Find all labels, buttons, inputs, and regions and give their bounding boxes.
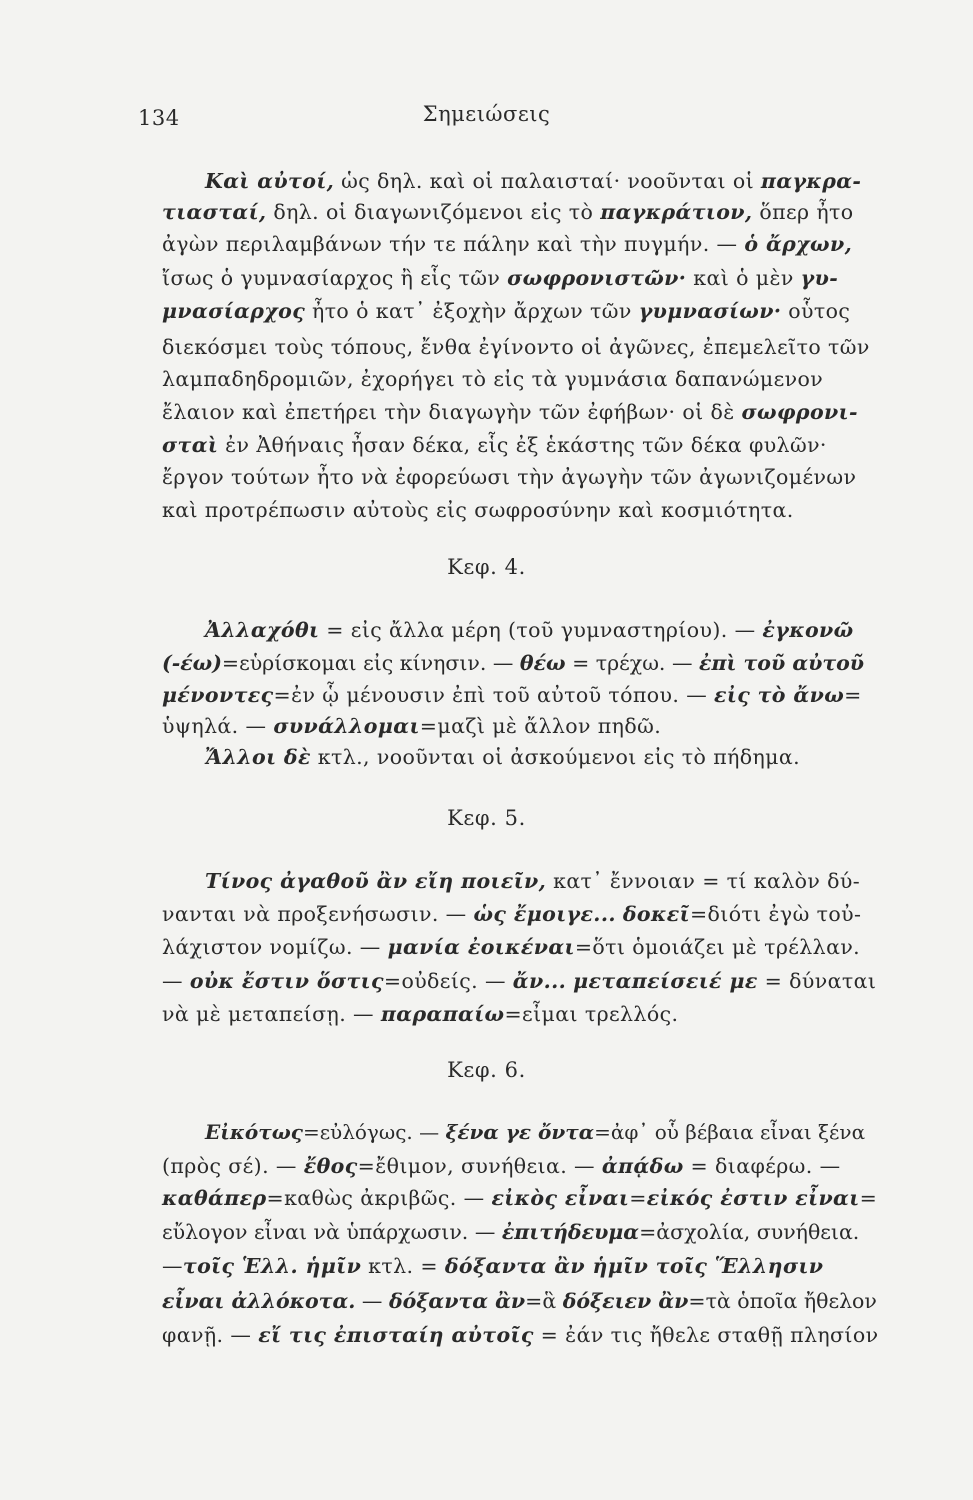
gloss-text: οὗτος xyxy=(781,299,851,323)
gloss-text: =διότι ἐγὼ τοὐ- xyxy=(689,902,862,926)
gloss-text: — xyxy=(355,1289,389,1313)
emphasized-term: γυ- xyxy=(800,266,839,290)
emphasized-term: θέω xyxy=(519,651,566,675)
emphasized-term: καθάπερ xyxy=(162,1186,267,1210)
text-line xyxy=(162,268,880,289)
gloss-text: =ἔθιμον, συνήθεια. — xyxy=(357,1154,602,1178)
gloss-text: λαμπαδηδρομιῶν, ἐχορήγει τὸ εἰς τὰ γυμνάσια δαπανώμενον xyxy=(162,367,824,391)
text-line xyxy=(162,435,880,456)
gloss-text: ἐν Ἀθήναις ἦσαν δέκα, εἷς ἐξ ἑκάστης τῶν δέκα φυλῶν· xyxy=(218,433,827,457)
text-line xyxy=(205,871,880,892)
gloss-text: (πρὸς σέ). — xyxy=(162,1154,304,1178)
emphasized-term: δοκεῖ xyxy=(622,902,690,926)
text-line xyxy=(162,467,880,488)
gloss-text: ἀγὼν περιλαμβάνων τήν τε πάλην καὶ τὴν πυγμήν. — xyxy=(162,232,745,256)
gloss-text: = δύναται xyxy=(757,969,877,993)
emphasized-term: ἀπᾴδω xyxy=(601,1154,684,1178)
emphasized-term: δόξειεν ἂν xyxy=(562,1289,689,1313)
emphasized-term: Καὶ αὐτοί, xyxy=(205,169,335,193)
gloss-text: =ἐν ᾧ μένουσιν ἐπὶ τοῦ αὐτοῦ τόπου. — xyxy=(273,683,715,707)
text-line xyxy=(162,402,880,423)
emphasized-term: ὡς ἔμοιγε... xyxy=(473,902,616,926)
gloss-text: ἴσως ὁ γυμνασίαρχος ἢ εἷς τῶν xyxy=(162,266,508,290)
emphasized-term: μεταπείσειέ με xyxy=(573,969,758,993)
text-line xyxy=(162,685,880,706)
emphasized-term: δόξαντα ἂν ἡμῖν τοῖς Ἕλλησιν xyxy=(444,1254,824,1278)
text-line xyxy=(205,747,880,768)
emphasized-term: συνάλλομαι xyxy=(273,714,420,738)
gloss-text: = τρέχω. — xyxy=(565,651,699,675)
gloss-text: =ἀσχολία, συνήθεια. xyxy=(639,1220,860,1244)
emphasized-term: ἄν... xyxy=(512,969,567,993)
gloss-text: κτλ. = xyxy=(361,1254,445,1278)
emphasized-term: Ἄλλοι δὲ xyxy=(205,745,311,769)
chapter-6-heading: Κεφ. 6. xyxy=(447,1058,526,1082)
running-title: Σημειώσεις xyxy=(422,102,551,126)
gloss-text: =μαζὶ μὲ ἄλλον πηδῶ. xyxy=(419,714,662,738)
emphasized-term: γυμνασίων· xyxy=(638,299,782,323)
emphasized-term: εἰκὸς εἶναι xyxy=(491,1186,630,1210)
gloss-text: νανται νὰ προξενήσωσιν. — xyxy=(162,902,474,926)
page-number: 134 xyxy=(138,106,180,130)
text-line xyxy=(162,653,880,674)
gloss-text: ἦτο ὁ κατ᾽ ἐξοχὴν ἄρχων τῶν xyxy=(305,299,639,323)
gloss-text: ἔλαιον καὶ ἐπετήρει τὴν διαγωγὴν τῶν ἐφήβων· οἱ δὲ xyxy=(162,400,742,424)
gloss-text: = xyxy=(844,683,862,707)
gloss-text: φανῇ. — xyxy=(162,1323,259,1347)
gloss-text: καὶ προτρέπωσιν αὐτοὺς εἰς σωφροσύνην καὶ κοσμιότητα. xyxy=(162,498,794,522)
text-line xyxy=(162,500,880,521)
text-line xyxy=(162,1188,880,1209)
emphasized-term: Ἀλλαχόθι xyxy=(205,618,320,642)
emphasized-term: (-έω) xyxy=(162,651,222,675)
gloss-text: — xyxy=(162,1254,183,1278)
gloss-text: =τὰ ὁποῖα ἤθελον xyxy=(688,1289,877,1313)
text-line xyxy=(162,301,880,322)
gloss-text: κτλ., νοοῦνται οἱ ἀσκούμενοι εἰς τὸ πήδημα. xyxy=(310,745,801,769)
text-line xyxy=(162,1004,880,1025)
gloss-text: ὡς δηλ. καὶ οἱ παλαισταί· νοοῦνται οἱ xyxy=(334,169,761,193)
emphasized-term: μνασίαρχος xyxy=(162,299,306,323)
text-line xyxy=(205,171,880,192)
emphasized-term: Τίνος ἀγαθοῦ ἂν εἴη ποιεῖν, xyxy=(205,869,547,893)
gloss-text: νὰ μὲ μεταπείσῃ. — xyxy=(162,1002,381,1026)
emphasized-term: εἴ τις ἐπισταίη αὐτοῖς xyxy=(258,1323,534,1347)
emphasized-term: τιασταί, xyxy=(162,200,267,224)
gloss-text: = xyxy=(629,1186,647,1210)
text-line xyxy=(162,234,880,255)
gloss-text: = ἐάν τις ἤθελε σταθῇ πλησίον xyxy=(533,1323,879,1347)
emphasized-term: ἔθος xyxy=(303,1154,358,1178)
text-line xyxy=(162,337,880,358)
gloss-text: =εὑρίσκομαι εἰς κίνησιν. — xyxy=(221,651,520,675)
text-line xyxy=(162,971,880,992)
gloss-text: =καθὼς ἀκριβῶς. — xyxy=(266,1186,492,1210)
gloss-text: ἔργον τούτων ἦτο νὰ ἐφορεύωσι τὴν ἀγωγὴν τῶν ἀγωνιζομένων xyxy=(162,465,857,489)
text-line xyxy=(205,1122,880,1142)
text-line xyxy=(162,202,880,223)
emphasized-term: μένοντες xyxy=(162,683,274,707)
emphasized-term: εἰκός ἐστιν εἶναι xyxy=(646,1186,860,1210)
emphasized-term: οὐκ ἔστιν ὅστις xyxy=(189,969,384,993)
chapter-5-heading: Κεφ. 5. xyxy=(447,806,526,830)
gloss-text xyxy=(616,902,623,926)
emphasized-term: ἐπιτήδευμα xyxy=(501,1220,640,1244)
gloss-text: ὑψηλά. — xyxy=(162,714,274,738)
gloss-text: — xyxy=(162,969,190,993)
text-line xyxy=(205,620,880,641)
text-line xyxy=(162,904,880,925)
gloss-text: λάχιστον νομίζω. — xyxy=(162,935,388,959)
text-line xyxy=(162,1291,880,1312)
gloss-text: διεκόσμει τοὺς τόπους, ἔνθα ἐγίνοντο οἱ ἀγῶνες, ἐπεμελεῖτο τῶν xyxy=(162,335,870,359)
gloss-text: = διαφέρω. — xyxy=(683,1154,841,1178)
text-line xyxy=(162,1156,880,1177)
emphasized-term: σωφρονιστῶν· xyxy=(507,266,687,290)
text-line xyxy=(162,937,880,958)
text-line xyxy=(162,716,880,737)
emphasized-term: δόξαντα ἂν xyxy=(388,1289,526,1313)
gloss-text: =ἃ xyxy=(525,1289,563,1313)
emphasized-term: μανία ἐοικέναι xyxy=(387,935,575,959)
emphasized-term: ὁ ἄρχων, xyxy=(744,232,853,256)
gloss-text: =ὅτι ὁμοιάζει μὲ τρέλλαν. xyxy=(574,935,861,959)
emphasized-term: εἶναι ἀλλόκοτα. xyxy=(162,1289,356,1313)
gloss-text: δηλ. οἱ διαγωνιζόμενοι εἰς τὸ xyxy=(266,200,601,224)
emphasized-term: σωφρονι- xyxy=(741,400,858,424)
gloss-text: κατ᾽ ἔννοιαν = τί καλὸν δύ- xyxy=(546,869,861,893)
gloss-text: =οὐδείς. — xyxy=(383,969,513,993)
emphasized-term: ἐγκονῶ xyxy=(762,618,854,642)
gloss-text: καὶ ὁ μὲν xyxy=(686,266,801,290)
chapter-4-heading: Κεφ. 4. xyxy=(447,555,526,579)
gloss-text: =εἶμαι τρελλός. xyxy=(504,1002,679,1026)
gloss-text: =ἀφ᾽ οὗ βέβαια εἶναι ξένα xyxy=(594,1120,866,1144)
gloss-text: εὔλογον εἶναι νὰ ὑπάρχωσιν. — xyxy=(162,1220,502,1244)
emphasized-term: παραπαίω xyxy=(380,1002,505,1026)
gloss-text: = εἰς ἄλλα μέρη (τοῦ γυμναστηρίου). — xyxy=(319,618,763,642)
emphasized-term: Εἰκότως xyxy=(205,1120,303,1144)
gloss-text: = xyxy=(859,1186,878,1210)
gloss-text: =εὐλόγως. — xyxy=(302,1120,446,1144)
text-line xyxy=(162,369,880,390)
emphasized-term: παγκρα- xyxy=(760,169,862,193)
text-line xyxy=(162,1222,880,1243)
gloss-text: ὅπερ ἦτο xyxy=(752,200,854,224)
text-line xyxy=(162,1256,880,1277)
emphasized-term: ξένα γε ὄντα xyxy=(445,1120,595,1144)
emphasized-term: εἰς τὸ ἄνω xyxy=(714,683,845,707)
emphasized-term: τοῖς Ἑλλ. ἡμῖν xyxy=(182,1254,362,1278)
text-line xyxy=(162,1325,880,1346)
emphasized-term: σταὶ xyxy=(162,433,219,457)
emphasized-term: παγκράτιον, xyxy=(600,200,753,224)
emphasized-term: ἐπὶ τοῦ αὐτοῦ xyxy=(698,651,865,675)
